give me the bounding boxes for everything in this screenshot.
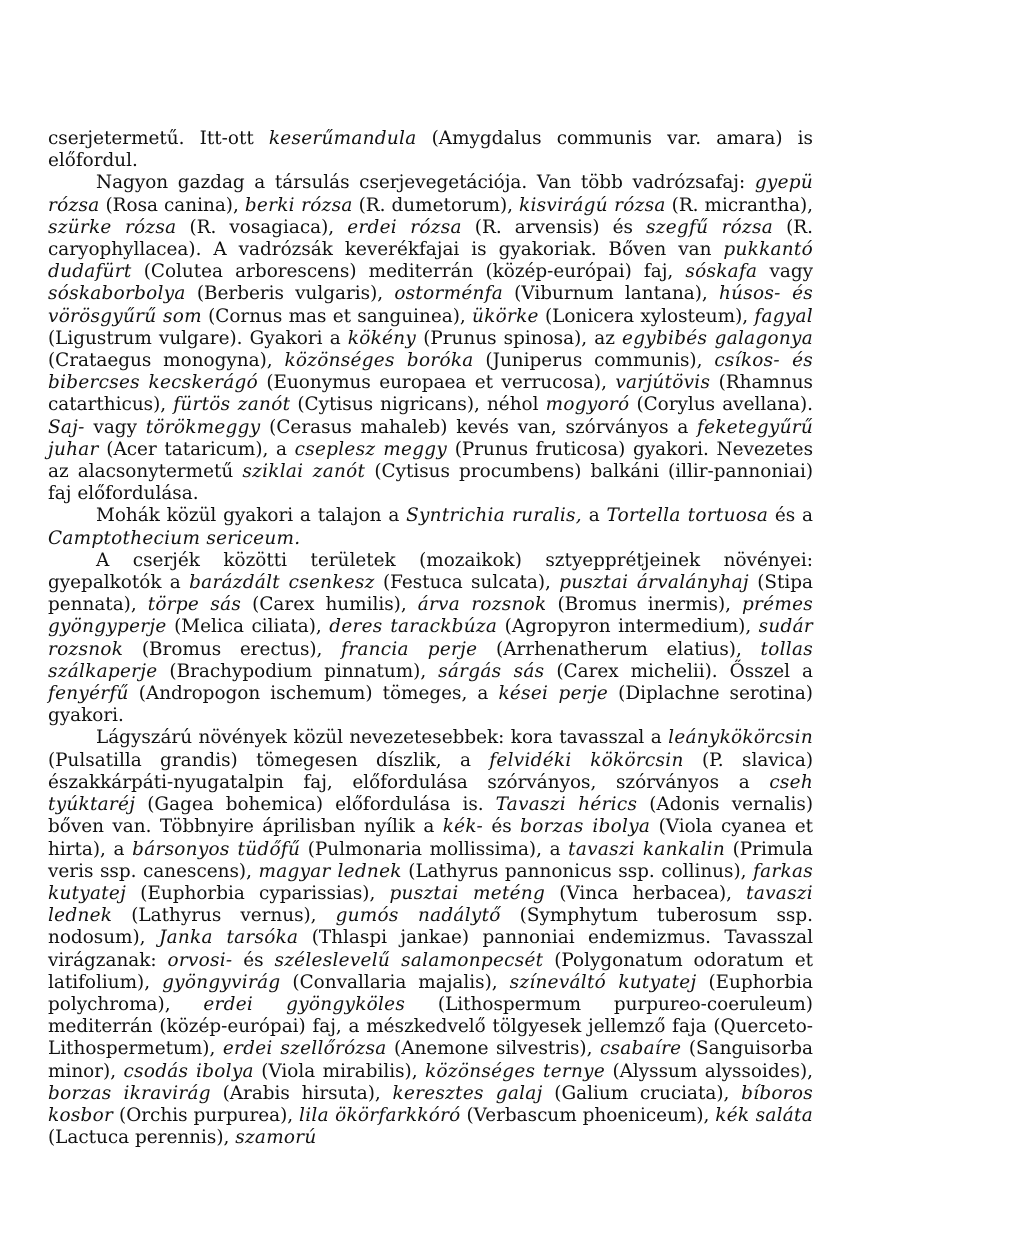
text-run: (Euonymus europaea et verrucosa),	[257, 372, 616, 394]
species-name-italic: farkas kutyatej	[48, 860, 813, 904]
species-name-italic: leánykökörcsin	[668, 727, 813, 749]
species-name-italic: közönséges boróka	[284, 350, 474, 372]
species-name-italic: egybibés galagonya	[622, 327, 813, 349]
species-name-italic: bíboros kosbor	[48, 1082, 813, 1126]
species-name-italic: erdei rózsa	[347, 216, 462, 238]
text-run: (Carex michelii). Ősszel a	[544, 660, 813, 682]
species-name-italic: erdei gyöngyköles	[203, 993, 406, 1015]
species-name-italic: barázdált csenkesz	[189, 572, 375, 594]
species-name-italic: csabaíre	[599, 1038, 682, 1060]
text-run: Mohák közül gyakori a talajon a	[96, 505, 407, 527]
text-run: (Stipa pennata),	[48, 572, 813, 616]
text-run: A cserjék közötti területek (mozaikok) sztyepprétjeinek növényei: gyepalkotók a	[48, 549, 813, 594]
species-name-italic: színeváltó kutyatej	[509, 971, 697, 993]
text-run: (R. arvensis) és	[461, 216, 646, 238]
text-run: (Bromus inermis),	[546, 594, 742, 616]
text-run: (Prunus fruticosa) gyakori. Nevezetes az alacsonytermetű	[48, 438, 814, 483]
text-run: (Symphytum tuberosum ssp. nodosum),	[48, 905, 813, 949]
text-run: (Melica ciliata),	[166, 616, 330, 638]
species-name-italic: sziklai zanót	[242, 461, 366, 483]
species-name-italic: törpe sás	[147, 594, 242, 616]
species-name-italic: berki rózsa	[244, 194, 353, 216]
text-run: (Thlaspi jankae) pannoniai endemizmus. Tavasszal virágzanak:	[48, 927, 813, 971]
text-run: (Polygonatum odoratum et latifolium),	[48, 949, 813, 993]
text-run: (Cytisus nigricans), néhol	[290, 394, 546, 416]
body-paragraph	[48, 172, 813, 505]
species-name-italic: borzas ibolya	[520, 816, 651, 838]
text-run: (Vinca herbacea),	[545, 882, 747, 904]
body-paragraph	[48, 505, 813, 549]
species-name-italic: borzas ikravirág	[48, 1082, 211, 1104]
text-run: vagy	[84, 416, 146, 438]
text-run: (Acer tataricum), a	[98, 438, 295, 460]
text-run: (Viola mirabilis),	[253, 1060, 426, 1082]
text-run: (Gagea bohemica) előfordulása is.	[135, 794, 496, 816]
text-run: és a	[768, 505, 813, 527]
text-run: (Juniperus communis),	[473, 350, 715, 372]
text-run: (Cerasus mahaleb) kevés van, szórványos a	[260, 416, 698, 438]
text-run: (Cytisus procumbens) balkáni (illir-pannoniai) faj előfordulása.	[48, 461, 814, 505]
text-run: (Arrhenatherum elatius),	[477, 638, 761, 660]
text-run: (Pulmonaria mollissima), a	[300, 838, 569, 860]
species-name-italic: erdei szellőrózsa	[222, 1038, 387, 1060]
species-name-italic: bársonyos tüdőfű	[132, 838, 301, 860]
species-name-italic: szegfű rózsa	[645, 216, 774, 238]
text-run: (Ligustrum vulgare). Gyakori a	[48, 327, 348, 349]
text-run: (Corylus avellana).	[629, 394, 814, 416]
species-name-italic: Tortella tortuosa	[606, 505, 769, 527]
species-name-italic: sóskafa	[685, 261, 758, 283]
species-name-italic: gyepü rózsa	[48, 172, 813, 216]
text-run: (Bromus erectus),	[123, 638, 342, 660]
text-run: (Andropogon ischemum) tömeges, a	[128, 683, 499, 705]
species-name-italic: keserűmandula	[268, 128, 417, 149]
species-name-italic: csíkos- és bibercses kecskerágó	[48, 350, 814, 394]
species-name-italic: széleslevelű salamonpecsét	[274, 949, 544, 971]
species-name-italic: gumós nadálytő	[335, 905, 501, 927]
species-name-italic: sóskaborbolya	[48, 283, 186, 305]
species-name-italic: varjútövis	[615, 372, 711, 394]
text-run: (Euphorbia polychroma),	[48, 971, 813, 1015]
text-run: (Rhamnus catarthicus),	[48, 372, 813, 416]
text-run: (Euphorbia cyparissias),	[126, 882, 390, 904]
species-name-italic: pusztai meténg	[389, 882, 546, 904]
species-name-italic: cseplesz meggy	[294, 438, 448, 460]
species-name-italic: kisvirágú rózsa	[519, 194, 666, 216]
species-name-italic: kék-	[442, 816, 483, 838]
text-run: (Convallaria majalis),	[280, 971, 510, 993]
species-name-italic: Syntrichia ruralis,	[406, 505, 582, 527]
text-run: (Lathyrus pannonicus ssp. collinus),	[401, 860, 754, 882]
species-name-italic: mogyoró	[545, 394, 630, 416]
text-run: (R. micrantha),	[665, 194, 813, 216]
species-name-italic: pusztai árvalányhaj	[559, 572, 749, 594]
text-run: a	[581, 505, 607, 527]
text-run: (Sanguisorba minor),	[48, 1038, 814, 1082]
text-run: (Lactuca perennis),	[48, 1127, 236, 1149]
species-name-italic: cseh tyúktaréj	[48, 771, 813, 816]
text-run: (Lonicera xylosteum),	[538, 305, 755, 327]
text-run: és	[232, 949, 275, 971]
species-name-italic: húsos- és vörösgyűrű som	[48, 283, 813, 327]
species-name-italic: közönséges ternye	[425, 1060, 605, 1082]
text-run: (Primula veris ssp. canescens),	[48, 838, 813, 882]
species-name-italic: lila ökörfarkkóró	[299, 1104, 461, 1126]
species-name-italic: francia perje	[341, 638, 478, 660]
species-name-italic: pukkantó dudafürt	[48, 239, 813, 283]
species-name-italic: tavaszi lednek	[48, 882, 813, 927]
text-run: (Brachypodium pinnatum),	[157, 660, 439, 682]
text-run: (Prunus spinosa), az	[416, 327, 623, 349]
species-name-italic: Tavaszi hérics	[495, 794, 638, 816]
species-name-italic: kökény	[347, 327, 417, 349]
species-name-italic: tavaszi kankalin	[568, 838, 725, 860]
species-name-italic: törökmeggy	[145, 416, 261, 438]
text-run: (P. slavica) északkárpáti-nyugatalpin faj, előfordulása szórványos, szórványos a	[48, 749, 814, 793]
text-run: (Arabis hirsuta),	[210, 1082, 393, 1104]
species-name-italic: feketegyűrű juhar	[48, 416, 813, 460]
text-run: (Lathyrus vernus),	[112, 905, 336, 927]
text-run: Lágyszárú növények közül nevezetesebbek: kora tavasszal a	[96, 727, 669, 749]
species-name-italic: felvidéki kökörcsin	[489, 749, 684, 771]
species-name-italic: fagyal	[754, 305, 813, 327]
species-name-italic: sudár rozsnok	[48, 616, 813, 660]
species-name-italic: Saj-	[48, 416, 85, 438]
text-run: (Berberis vulgaris),	[185, 283, 395, 305]
text-run: (Pulsatilla grandis) tömegesen díszlik, a	[48, 749, 490, 771]
document-page	[48, 128, 813, 1149]
species-name-italic: Camptothecium sericeum.	[48, 527, 301, 549]
species-name-italic: csodás ibolya	[123, 1060, 254, 1082]
text-run: (Colutea arborescens) mediterrán (közép-európai) faj,	[131, 261, 686, 283]
species-name-italic: szürke rózsa	[48, 216, 177, 238]
text-run: (R. caryophyllacea). A vadrózsák keverékfajai is gyakoriak. Bőven van	[48, 216, 813, 261]
text-run: vagy	[757, 261, 813, 283]
body-paragraph	[48, 727, 813, 1149]
text-run: (R. vosagiaca),	[176, 216, 348, 238]
species-name-italic: magyar lednek	[258, 860, 402, 882]
text-run: (Crataegus monogyna),	[48, 350, 285, 372]
species-name-italic: fenyérfű	[48, 683, 129, 705]
text-run: (Agropyron intermedium),	[497, 616, 759, 638]
body-paragraph	[48, 128, 813, 172]
species-name-italic: ükörke	[472, 305, 539, 327]
text-run: (Rosa canina),	[99, 194, 245, 216]
text-run: (Amygdalus communis var. amara) is előfordul.	[48, 128, 813, 172]
species-name-italic: orvosi-	[167, 949, 233, 971]
text-run: (Carex humilis),	[241, 594, 418, 616]
text-run: (Viola cyanea et hirta), a	[48, 816, 813, 860]
text-run: cserjetermetű. Itt-ott	[48, 128, 269, 149]
species-name-italic: prémes gyöngyperje	[48, 594, 813, 638]
text-run: Nagyon gazdag a társulás cserjevegetációja. Van több vadrózsafaj:	[96, 172, 755, 194]
species-name-italic: Janka tarsóka	[158, 927, 299, 949]
species-name-italic: árva rozsnok	[417, 594, 547, 616]
text-run: (Adonis vernalis) bőven van. Többnyire áprilisban nyílik a	[48, 794, 813, 838]
text-run: (Viburnum lantana),	[503, 283, 719, 305]
text-run: (Lithospermum purpureo-coeruleum) mediterrán (közép-európai) faj, a mészkedvelő tölgyesek jellemző faja (Querceto-Lithospermetum),	[48, 993, 813, 1060]
text-run: (Festuca sulcata),	[374, 572, 560, 594]
species-name-italic: szamorú	[235, 1127, 317, 1149]
species-name-italic: deres tarackbúza	[329, 616, 498, 638]
species-name-italic: gyöngyvirág	[162, 971, 281, 993]
species-name-italic: ostorménfa	[394, 283, 504, 305]
species-name-italic: kései perje	[498, 683, 609, 705]
text-run: (R. dumetorum),	[352, 194, 520, 216]
text-run: és	[482, 816, 521, 838]
species-name-italic: tollas szálkaperje	[48, 638, 813, 682]
body-paragraph	[48, 550, 813, 728]
species-name-italic: kék saláta	[715, 1104, 813, 1126]
text-run: (Alyssum alyssoides),	[605, 1060, 813, 1082]
text-run: (Cornus mas et sanguinea),	[201, 305, 473, 327]
text-run: (Anemone silvestris),	[386, 1038, 600, 1060]
text-run: (Orchis purpurea),	[113, 1104, 300, 1126]
species-name-italic: fürtös zanót	[173, 394, 291, 416]
text-run: (Verbascum phoeniceum),	[460, 1104, 716, 1126]
text-run: (Diplachne serotina) gyakori.	[48, 683, 813, 727]
text-run: (Galium cruciata),	[542, 1082, 742, 1104]
species-name-italic: sárgás sás	[438, 660, 545, 682]
species-name-italic: keresztes galaj	[392, 1082, 543, 1104]
